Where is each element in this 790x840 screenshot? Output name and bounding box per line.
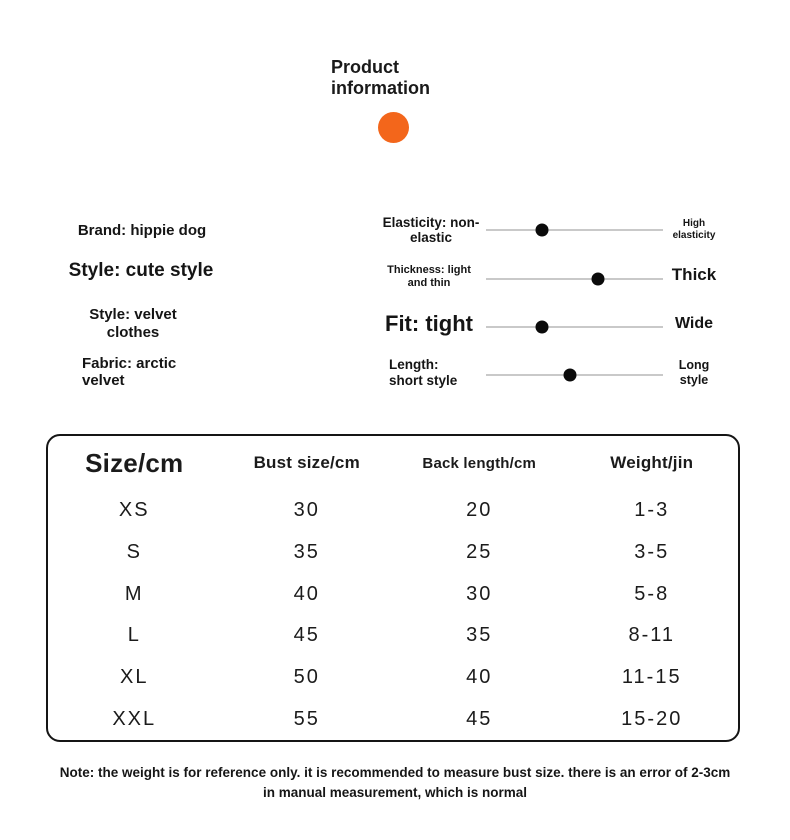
slider-fit-track[interactable] [486,326,663,328]
table-cell-back: 30 [466,582,493,605]
table-cell-bust: 40 [293,582,320,605]
table-cell-size: M [124,582,144,605]
table-cell-bust: 55 [293,707,320,730]
table-cell-size: XXL [112,707,157,730]
table-cell-weight: 15-20 [621,707,683,730]
table-cell-bust: 30 [293,499,320,522]
slider-fit-left-label: Fit: tight [385,311,473,336]
size-table-header-size: Size/cm [85,447,184,478]
slider-fit-handle[interactable] [535,321,548,334]
table-cell-size: XS [118,499,150,522]
slider-thickness-left-label: Thickness: light and thin [387,264,471,289]
slider-thickness-handle[interactable] [592,273,605,286]
table-cell-back: 45 [466,707,493,730]
size-table-header-weight: Weight/jin [610,453,694,472]
slider-length-right-label: Long style [678,358,710,387]
page-title: Product information [331,57,430,98]
table-cell-back: 20 [466,499,493,522]
slider-elasticity-right-label: High elasticity [672,218,716,241]
footnote: Note: the weight is for reference only. it is recommended to measure bust size. there is an error of 2-3cm in manual measurement, which is normal [59,765,731,800]
table-cell-size: XL [120,665,149,688]
product-attr-brand: Brand: hippie dog [77,222,207,239]
slider-length-left-label: Length: short style [389,357,458,388]
table-cell-back: 35 [466,624,493,647]
size-table-header-bust: Bust size/cm [253,453,360,472]
table-cell-size: S [126,540,142,563]
slider-length-track[interactable] [486,374,663,376]
slider-thickness-right-label: Thick [671,265,717,284]
table-cell-size: L [127,624,141,647]
slider-length-handle[interactable] [564,369,577,382]
size-table-header-back-length: Back length/cm [422,454,537,472]
product-attr-style: Style: cute style [68,260,214,281]
slider-elasticity-track[interactable] [486,229,663,231]
size-table [46,434,740,742]
slider-elasticity-handle[interactable] [535,224,548,237]
table-cell-bust: 45 [293,624,320,647]
product-attr-fabric: Fabric: arctic velvet [82,355,177,389]
table-cell-bust: 35 [293,540,320,563]
table-cell-weight: 5-8 [634,582,670,605]
table-cell-weight: 11-15 [621,665,682,688]
table-cell-back: 25 [466,540,493,563]
table-cell-weight: 3-5 [634,540,670,563]
product-attr-style-velvet: Style: velvet clothes [89,306,177,341]
slider-fit-right-label: Wide [674,315,714,332]
orange-dot-icon [378,112,409,143]
slider-elasticity-left-label: Elasticity: non-elastic [382,215,480,245]
table-cell-back: 40 [466,665,493,688]
table-cell-bust: 50 [293,665,320,688]
table-cell-weight: 8-11 [628,624,676,647]
slider-thickness-track[interactable] [486,278,663,280]
table-cell-weight: 1-3 [634,499,670,522]
